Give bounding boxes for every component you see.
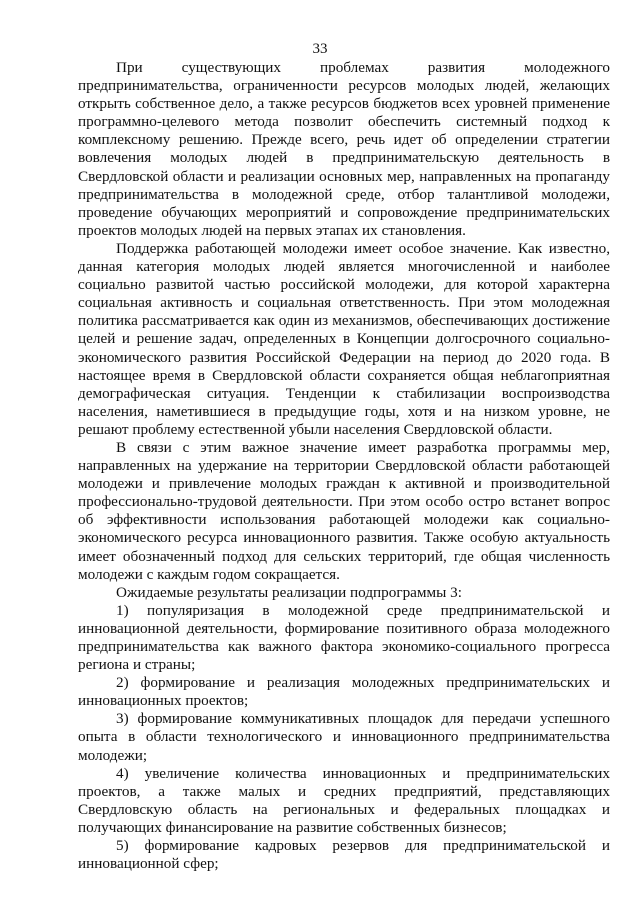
list-item-result-3: 3) формирование коммуникативных площадок для передачи успешного опыта в области технологического и инновационного предпринимательства молодежи; [78, 710, 610, 764]
list-item-result-4: 4) увеличение количества инновационных и предпринимательских проектов, а также малых и средних предприятий, представляющих Свердловскую область на региональных и федеральных площадках и получающих финансирование на развитие собственных бизнесов; [78, 764, 610, 836]
paragraph-program-measures: В связи с этим важное значение имеет разработка программы мер, направленных на удержание на территории Свердловской области работающей молодежи и привлечение молодых граждан к активной и производительной профессионально-трудовой деятельности. При этом особо остро встанет вопрос об эффективности использования работающей молодежи как социально-экономического ресурса инновационного развития. Также особую актуальность имеет обозначенный подход для сельских территорий, где общая численность молодежи с каждым годом сокращается. [78, 438, 610, 583]
paragraph-expected-results-heading: Ожидаемые результаты реализации подпрограммы 3: [116, 583, 462, 601]
page-number: 33 [312, 41, 328, 57]
document-body [78, 59, 610, 873]
paragraph-working-youth: Поддержка работающей молодежи имеет особое значение. Как известно, данная категория молодых людей является многочисленной и наиболее социально развитой частью российской молодежи, для которой характерна социальная активность и социальная ответственность. При этом молодежная политика рассматривается как один из механизмов, обеспечивающих достижение целей и решение задач, определенных в Концепции долгосрочного социально-экономического развития Российской Федерации на период до 2020 года. В настоящее время в Свердловской области сохраняется общая неблагоприятная демографическая ситуация. Тенденции к стабилизации воспроизводства населения, наметившиеся в предыдущие годы, хотя и на низком уровне, не решают проблему естественной убыли населения Свердловской области. [78, 239, 610, 438]
list-item-result-2: 2) формирование и реализация молодежных предпринимательских и инновационных проектов; [78, 674, 610, 710]
list-item-result-5: 5) формирование кадровых резервов для предпринимательской и инновационной сфер; [78, 837, 610, 873]
paragraph-strategy: При существующих проблемах развития молодежного предпринимательства, ограниченности ресурсов молодых людей, желающих открыть собственное дело, а также ресурсов бюджетов всех уровней применение программно-целевого метода позволит обеспечить системный подход к комплексному решению. Прежде всего, речь идет об определении стратегии вовлечения молодых людей в предпринимательскую деятельность в Свердловской области и реализации основных мер, направленных на пропаганду предпринимательства в молодежной среде, отбор талантливой молодежи, проведение обучающих мероприятий и сопровождение предпринимательских проектов молодых людей на первых этапах их становления. [78, 59, 610, 239]
list-item-result-1: 1) популяризация в молодежной среде предпринимательской и инновационной деятельности, формирование позитивного образа молодежного предпринимательства как важного фактора экономико-социального прогресса региона и страны; [78, 601, 610, 674]
